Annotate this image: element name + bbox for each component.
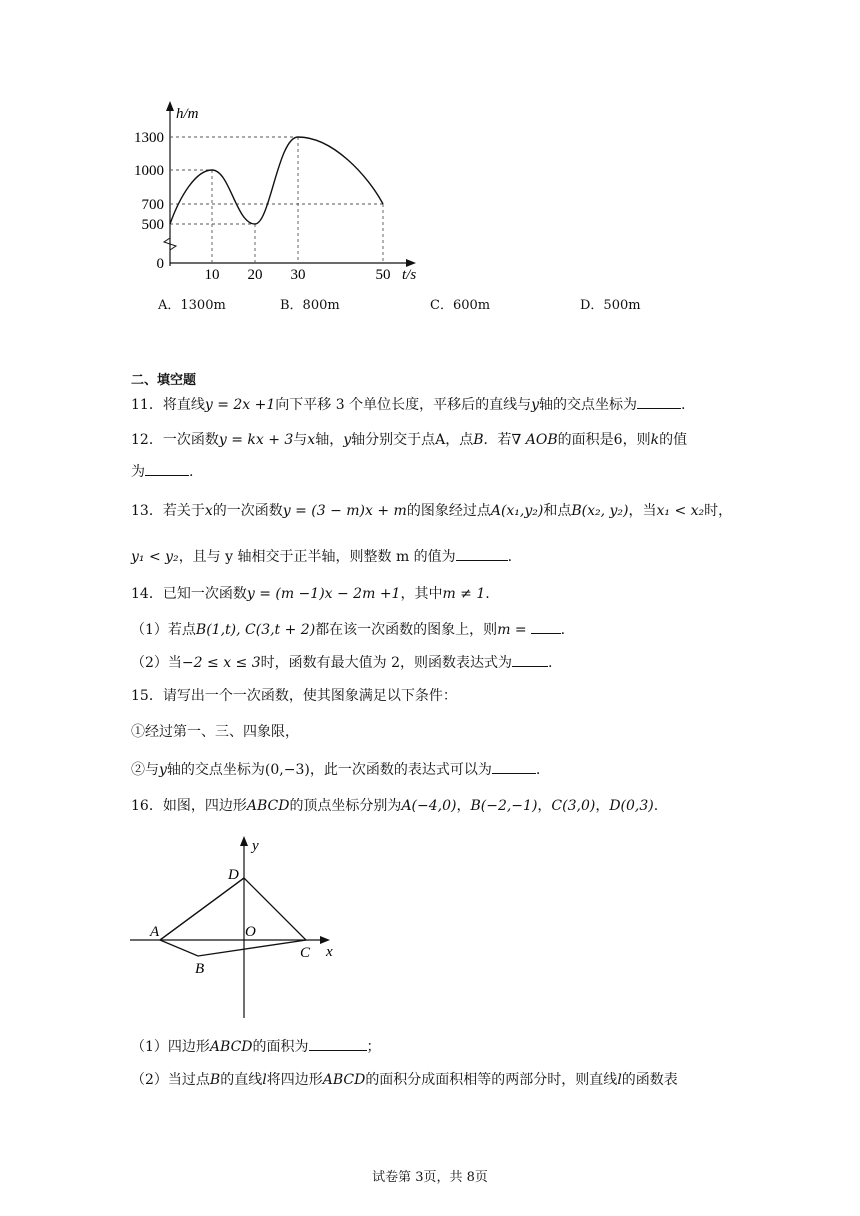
y-axis-arrow (166, 101, 174, 111)
label-c: C (300, 945, 311, 961)
q13-line2-condition: y₁ < y₂ (131, 549, 179, 565)
q12-text-6: 的面积是 (557, 432, 614, 448)
q12-k: k (650, 432, 660, 448)
q13-x: x (204, 503, 213, 519)
q12-text-7: ，则 (622, 432, 651, 448)
q16-part2-abcd: ABCD (322, 1072, 366, 1088)
label-o: O (245, 924, 256, 940)
q15-prefix: ②与 (131, 762, 159, 778)
question-12 (131, 431, 687, 449)
q12-end: . (189, 464, 194, 480)
q12-equation: y = kx + 3 (218, 432, 294, 448)
q16-point-d: D(0,3) (609, 798, 654, 814)
q14-part2-blank[interactable] (512, 653, 548, 667)
q15-tail: ，此一次函数的表达式可以为 (309, 762, 492, 778)
q16-point-c: C(3,0) (551, 798, 596, 814)
question-15-condition-2 (131, 760, 540, 779)
q11-text: 向下平移 3 个单位长度，平移后的直线与 (275, 397, 532, 413)
q13-end: . (507, 549, 513, 565)
q12-text-3: 轴分别交于点 (351, 432, 436, 448)
q11-blank[interactable] (637, 395, 681, 409)
q14-condition: m ≠ 1 (442, 586, 486, 602)
q13-equation: y = (3 − m)x + m (282, 503, 407, 519)
q14-part1-m: m = (497, 622, 527, 638)
question-14 (131, 585, 490, 603)
q11-number: 11．将直线 (131, 397, 205, 413)
fig-y-arrow (240, 836, 248, 846)
triangle-symbol: ∇ (511, 432, 522, 448)
q13-text-5: 时， (704, 503, 733, 519)
q12-text-1: 与 (293, 432, 308, 448)
q13-text-2: 的图象经过点 (406, 503, 491, 519)
dashed-guides (170, 137, 383, 263)
q12-blank[interactable] (145, 462, 189, 476)
q14-part2-condition: −2 ≤ x ≤ 3 (181, 655, 261, 671)
x-tick-30: 30 (290, 267, 306, 283)
q16-part2-prefix: （2）当过点 (131, 1072, 210, 1088)
q16-part2-l2: l (617, 1072, 622, 1088)
option-b[interactable]: B．800m (280, 298, 340, 313)
label-d: D (228, 867, 239, 883)
q12-point-b: B (473, 432, 484, 448)
question-14-part-2 (131, 653, 552, 672)
q16-part1-text: 的面积为 (252, 1039, 309, 1055)
q15-end: . (535, 762, 541, 778)
q16-sep-1: ， (456, 798, 471, 814)
y-tick-1000: 1000 (134, 163, 164, 179)
fig-x-label: x (326, 944, 333, 960)
q13-text-1: 的一次函数 (212, 503, 283, 519)
x-tick-20: 20 (247, 267, 263, 283)
q12-point-a: A (435, 432, 446, 448)
q13-text-3: 和点 (543, 503, 572, 519)
y-tick-1300: 1300 (134, 130, 164, 146)
q12-aob: AOB (525, 432, 558, 448)
q13-line2-text: ，且与 y 轴相交于正半轴，则整数 m 的值为 (178, 549, 456, 565)
x-axis-arrow (406, 259, 416, 267)
q16-part1-blank[interactable] (309, 1037, 367, 1051)
page-footer: 试卷第 3页，共 8页 (372, 1170, 488, 1185)
q14-number: 14．已知一次函数 (131, 586, 247, 602)
q16-sep-2: ， (537, 798, 552, 814)
origin-label: 0 (156, 256, 164, 272)
question-11 (131, 395, 685, 414)
height-time-graph (118, 96, 438, 286)
q12-text-2: 轴， (315, 432, 344, 448)
question-16 (131, 797, 658, 815)
q14-part1-points: B(1,t), C(3,t + 2) (195, 622, 316, 638)
q16-part1-end: ； (366, 1039, 381, 1055)
q16-abcd: ABCD (246, 798, 290, 814)
x-axis-label: t/s (402, 267, 417, 283)
q16-part2-b: B (209, 1072, 221, 1088)
question-15: 15．请写出一个一次函数，使其图象满足以下条件： (131, 688, 457, 704)
q13-condition: x₁ < x₂ (656, 503, 705, 519)
question-15-condition-1: ①经过第一、三、四象限， (131, 724, 299, 740)
q16-point-b: B(−2,−1) (470, 798, 538, 814)
q16-prefix: 16．如图，四边形 (131, 798, 247, 814)
q14-part1-text: 都在该一次函数的图象上，则 (315, 622, 498, 638)
q14-equation: y = (m −1)x − 2m +1 (246, 586, 401, 602)
q13-point-a: A(x₁,y₂) (490, 503, 544, 519)
section-title: 二、填空题 (131, 373, 197, 388)
q16-part2-l: l (262, 1072, 267, 1088)
q13-text-4: ，当 (628, 503, 657, 519)
question-16-part-1 (131, 1037, 381, 1056)
fig-x-arrow (320, 936, 330, 944)
y-axis-label: h/m (176, 106, 199, 122)
q12-number: 12．一次函数 (131, 432, 219, 448)
option-d[interactable]: D．500m (580, 298, 641, 313)
q12-text-4: ，点 (445, 432, 474, 448)
y-tick-500: 500 (141, 217, 164, 233)
q15-blank[interactable] (492, 760, 536, 774)
x-tick-50: 50 (375, 267, 391, 283)
question-13-line-2 (131, 547, 512, 566)
q11-equation: y = 2x +1 (204, 397, 276, 413)
quadrilateral-abcd (160, 878, 306, 956)
q12-line2: 为 (131, 464, 145, 480)
q16-part2-text-1: 的直线 (220, 1072, 263, 1088)
q16-text: 的顶点坐标分别为 (289, 798, 402, 814)
height-curve (170, 137, 383, 224)
diagonal-ad-side (160, 878, 244, 940)
q15-point: (0,−3) (264, 762, 310, 778)
q16-end: . (653, 798, 659, 814)
y-tick-700: 700 (141, 197, 164, 213)
q11-y: y (531, 397, 539, 413)
q16-part2-text-3: 的面积分成面积相等的两部分时，则直线 (365, 1072, 618, 1088)
option-a[interactable]: A．1300m (158, 298, 226, 313)
x-tick-10: 10 (204, 267, 220, 283)
q15-text: 轴的交点坐标为 (166, 762, 265, 778)
question-16-part-2 (131, 1071, 678, 1089)
q12-y: y (343, 432, 352, 448)
q12-six: 6 (613, 432, 623, 448)
q11-tail: 轴的交点坐标为 (539, 397, 637, 413)
q13-number: 13．若关于 (131, 503, 205, 519)
question-13 (131, 502, 732, 520)
q12-x: x (307, 432, 316, 448)
q15-y: y (159, 762, 167, 778)
q14-part2-end: . (547, 655, 553, 671)
q12-text-8: 的值 (659, 432, 688, 448)
question-12-line-2 (131, 462, 193, 481)
q13-blank[interactable] (456, 547, 508, 561)
q16-part2-tail: 的函数表 (621, 1072, 678, 1088)
question-14-part-1 (131, 620, 565, 639)
q14-part1-end: . (560, 622, 566, 638)
q16-part1-prefix: （1）四边形 (131, 1039, 210, 1055)
q14-part1-blank[interactable] (531, 620, 561, 634)
fig-y-label: y (252, 838, 259, 854)
q16-point-a: A(−4,0) (401, 798, 457, 814)
q14-text-1: ，其中 (400, 586, 443, 602)
q14-part2-text: 时，函数有最大值为 2，则函数表达式为 (260, 655, 512, 671)
q13-point-b: B(x₂, y₂) (571, 503, 629, 519)
label-a: A (150, 924, 160, 940)
q16-part1-abcd: ABCD (209, 1039, 253, 1055)
q11-end: . (681, 397, 686, 413)
label-b: B (195, 961, 205, 977)
q16-sep-3: ， (595, 798, 610, 814)
q14-part1-prefix: （1）若点 (131, 622, 196, 638)
quadrilateral-figure (128, 832, 348, 1022)
option-c[interactable]: C．600m (430, 298, 491, 313)
q12-text-5: ．若 (483, 432, 512, 448)
q16-part2-text-2: 将四边形 (266, 1072, 323, 1088)
q14-end: . (485, 586, 490, 602)
q14-part2-prefix: （2）当 (131, 655, 182, 671)
